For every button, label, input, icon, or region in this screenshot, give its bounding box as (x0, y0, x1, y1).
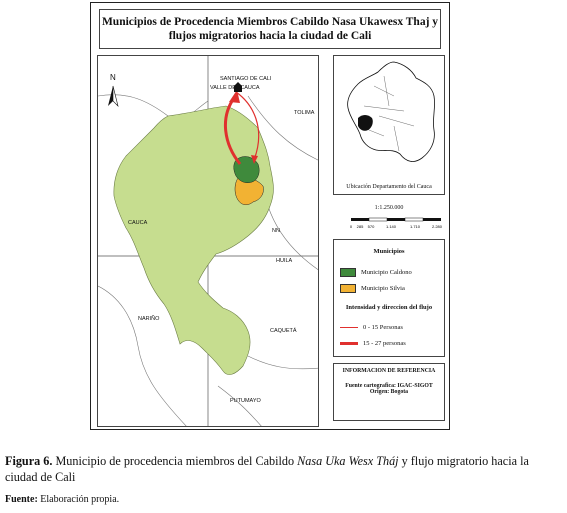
inset-caption: Ubicación Departamento del Cauca (346, 184, 432, 190)
map-figure (90, 2, 450, 430)
legend-item-silvia (340, 284, 405, 293)
legend-flow-small-label: 0 - 15 Personas (363, 324, 403, 331)
north-label: N (110, 73, 116, 82)
reference-source: Fuente cartografica: IGAC-SIGOT (345, 383, 433, 389)
scale-tick: 1.140 (385, 224, 397, 229)
legend-caldono-label: Municipio Caldono (361, 269, 412, 276)
boundary-line (218, 386, 263, 427)
cauca-department-shape (114, 106, 274, 375)
label-nn: NN (272, 228, 280, 234)
caption-text-before: Municipio de procedencia miembros del Cabildo (52, 454, 298, 468)
legend-silvia-label: Municipio Silvia (361, 285, 405, 292)
silvia-swatch (340, 284, 356, 293)
map-legend (333, 239, 445, 357)
colombia-outline-shape (348, 62, 435, 161)
scale-tick: 0 (349, 224, 353, 229)
label-santiago-de-cali: SANTIAGO DE CALI (220, 76, 272, 82)
scale-bar (349, 217, 445, 233)
caldono-swatch (340, 268, 356, 277)
figure-source (5, 494, 119, 505)
scale-tick: 285 (356, 224, 364, 229)
label-valle-del-cauca: VALLE DEL CAUCA (210, 85, 260, 91)
flow-small-swatch (340, 327, 358, 328)
label-huila: HUILA (276, 258, 293, 264)
label-tolima: TOLIMA (294, 110, 315, 116)
source-text: Elaboración propia. (37, 494, 120, 505)
source-label: Fuente: (5, 494, 38, 505)
legend-item-flow-small (340, 324, 403, 331)
legend-item-flow-large (340, 340, 406, 347)
figure-caption (5, 453, 563, 485)
location-inset-map (333, 55, 445, 195)
reference-header: INFORMACION DE REFERENCIA (342, 368, 436, 374)
scale-tick: 1.710 (409, 224, 421, 229)
label-putumayo: PUTUMAYO (230, 398, 261, 404)
caption-italic-name: Nasa Uka Wesx Tháj (297, 454, 399, 468)
main-map (97, 55, 319, 427)
inset-canvas (334, 56, 444, 176)
boundary-line (248, 356, 319, 369)
label-narino: NARIÑO (138, 316, 160, 322)
scale-bar-canvas (349, 217, 445, 233)
scale-ratio: 1:1.250.000 (374, 205, 404, 211)
caption-text-after: y flujo migratorio hacia la ciudad de Cali (5, 454, 529, 484)
map-title-line-1: Municipios de Procedencia Miembros Cabildo Nasa Ukawesx Thaj y (101, 16, 439, 28)
reference-origin: Origen: Bogota (369, 389, 409, 395)
scale-tick: 570 (367, 224, 375, 229)
legend-flow-large-label: 15 - 27 personas (363, 340, 406, 347)
map-title (99, 9, 441, 49)
reference-info-box (333, 363, 445, 421)
legend-flow-header: Intensidad y direccion del flujo (345, 304, 433, 311)
scale-tick: 2.280 (431, 224, 443, 229)
legend-item-caldono (340, 268, 412, 277)
north-arrow-icon (108, 86, 118, 106)
main-map-canvas (98, 56, 319, 427)
map-title-line-2: flujos migratorios hacia la ciudad de Cali (168, 30, 372, 42)
label-caqueta: CAQUETÁ (270, 328, 297, 334)
flow-large-swatch (340, 342, 358, 345)
label-cauca: CAUCA (128, 220, 148, 226)
figure-label: Figura 6. (5, 454, 53, 468)
legend-municipios-header: Municipios (373, 248, 405, 255)
